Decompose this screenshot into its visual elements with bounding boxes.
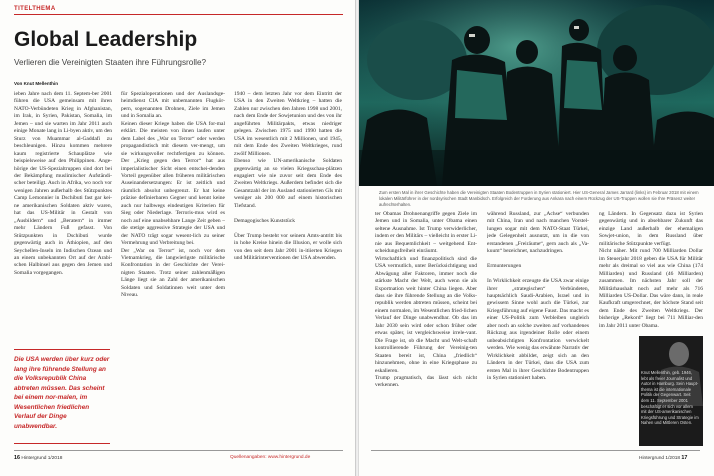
section-label: TITELTHEMA (14, 6, 56, 12)
section-rule (14, 14, 343, 15)
article-column-5: während Russland, zur „Achse“ verbunden mit China, Iran und nach manchen Vorstel-lungen sogar mit dem NATO-Staat Türkei, jede Gelegenheit ausnutzt, um in die von erstandenen „Freiräume“, gern auch als „Va-kuum“ bezeichnet, nachzudringen. Ermunterungen In Wirklichkeit erzeugte die USA zwar einige ihrer „strategischen“ Verbündeten, hauptsächlich Saudi-Arabien, Israel und in gewissem Sinne wohl auch die Türkei, zur Kriegsführung auf eigene Faust. Das macht es einer US-Politik zum Verbleiben ungleich aber noch an solche zweiten auf vorhandenes Rückzug aus irgendeiner Rolle oder einem unbeabsichtigten Konfrontation verwickelt werden. Wie wenig das erwähnte Narrativ der Wirklichkeit abbildet, zeigt sich an den Ländern in der Türkei, dass die USA zum ersten Mal in ihrer Geschichte Bodentruppen in Syrien stationiert haben. (487, 211, 589, 381)
article-column-2: für Spezialoperationen und der Auslandsge-heimdienst CIA mit unbemannten Flugkör-pern, sogenannten Drohnen, Ziele im Jemen und in Somalia an. Keinen dieser Kriege haben die USA for-mal erklärt. Die meisten von ihnen laufen unter dem Label des „War on Terror“ oder werden propagandistisch mit diesem ver-mengt, um sie wirkungsvoller rechtfertigen zu können. Der „Krieg gegen den Terror“ hat aus imperialistischer Sicht einen entschei-denden Vorteil gegenüber allen früheren militärischen Auseinandersetzungen: Er ist zeitlich und räumlich absolut unbegrenzt. Er hat keine präzise definierbaren Gegner und kennt keine auch nur halbwegs eindeutigen Kriterien für Sieg oder Niederlage. Terroris-mus wird es noch auf eine unabsehbare Lange Zeit geben – die stetige aggressive Strategie der USA und der NATO trägt sogar wesent-lich zu seiner Vermehrung und Verbreitung bei. Der „War on Terror“ ist, noch vor dem Vietnamkrieg, die langwierigste militärische Konfrontation in der Geschichte der Verei-nigten Staaten. Trotz seiner zahlenmäßigen Länge liegt sie an Zahl der amerikanischen Soldaten und Soldatinnen weit unter dem Niveau. (121, 91, 225, 299)
issue-left: Hintergrund 1/2018 (21, 456, 63, 461)
right-page (357, 0, 714, 476)
spine-gutter (355, 0, 359, 476)
page-number-right: 17 (681, 455, 688, 461)
issue-right: Hintergrund 1/2018 (639, 456, 681, 461)
footer-rule-right (371, 450, 700, 451)
byline: Von Knut Mellenthin (14, 81, 59, 86)
author-bio: Knut Mellenthin, geb. 1946, lebt als freier Journalist und Autor in Hamburg. Sein Haupt-thema ist die internationale Politik der Gegenwart. Seit dem 11. September 2001 beschäftigt er sich vor allem mit der US-amerikanischen Kriegsführung und Strategie im Nahen und Mittleren Osten. (641, 370, 699, 426)
article-column-1: ieben Jahre nach dem 11. Septem-ber 2001 führen die USA gemeinsam mit ihren NATO-Verbündeten Krieg in Afghanistan, im Irak, in Syrien, Pakistan, Somalia, im Jemen – und sie warten im Jahr 2011 auch einige Monate lang in Li-byen aktiv, um den Sturz von Muammar al-Gaddafi zu beschleunigen. Hinzu kommen mehrere kaum registrierte Schauplätze wie beispielsweise auf den Philippinen. Ange-hörige der US-Spezialtruppen sind dort bei der Bekämpfung muslimischer Aufständi-scher beteiligt. Auch in Afrika, wo noch vor wenigen Jahren außerhalb des Stützpunktes Camp Lemonnier in Dschibuti fast gar kei-ne amerikanischen Soldaten aktiv waren, hat das US-Militär in Gestalt von „Ausbildern“ und „Beratern“ in immer mehr Ländern Fuß gefasst. Von Stützpunkten in Dschibuti wurde gegenwärtig auch in Äthiopien, auf den Seychellen-Inseln im Indischen Ozean und an einem unbekannten Ort auf der Arabi-schen Halbinsel aus gegen den Jemen und Somalia vorgegangen. (14, 91, 112, 276)
folio-left (14, 455, 62, 461)
footer-rule-left (14, 450, 343, 451)
pullquote-rule-bottom (14, 443, 110, 444)
subline: Verlieren die Vereinigten Staaten ihre Führungsrolle? (14, 58, 207, 67)
folio-right (639, 455, 687, 461)
headline: Global Leadership (14, 28, 198, 51)
soldiers-photo-illustration (357, 0, 714, 186)
sources-link[interactable]: Quellenangaben: www.hintergrund.de (230, 455, 311, 460)
article-column-3: 1940 – dem letzten Jahr vor dem Eintritt der USA in den Zweiten Weltkrieg – hatten die Zahlen nur zwischen den Jahren 1998 und 2001, nach dem Ende der Sowjetunion und des von ihr angeführten Militärpakts, etwas niedriger gelegen. Zwischen 1975 und 1990 hatten die USA im wesentlich mit 2 Millionen, und 1945, mit dem Ende des Zweiten Weltkrieges, rund zwölf Millionen. Ebenso wie UN-amerikanische Soldaten gegenwärtig an so vielen Kriegsschau-plätzen engagiert wie nie zuvor seit dem Ende des Zweiten Weltkriegs. Außerdem befindet sich die Gesamtzahl der im Ausland stationierten GIs mit weniger als 200 000 auf einem historischen Tiefstand. Demagogisches Kunststück Über Trump besteht vor seinem Amts-antritt bis in hohe Kreise hinein die Illusion, er wolle sich von den seit dem Jahr 2001 in-itiierten Kriegen und Militärinterventionen der USA abwenden. (234, 91, 342, 261)
photo-caption: Zum ersten Mal in ihrer Geschichte haben die Vereinigten Staaten Bodentruppen in Syrien stationiert. Hier US-General James Jarrard (links) im Februar 2018 mit einem lokalen Militärführer in der nordsyrischen Stadt Manbidsch. Erfolgreich der Forderung aus Ankara nach einem Rückzug der US-Truppen wollen sie Ihre Präsenz weiter aufrechterhalten. (379, 190, 699, 207)
pullquote-rule-top (14, 349, 110, 350)
pullquote: Die USA werden über kurz oder lang ihre führende Stellung an die Volksrepublik China abtreten müssen. Das scheint bei einem nor-malen, im Wesentlichen friedlichen Verlauf der Dinge unabwendbar. (14, 356, 110, 430)
page-number-left: 16 (14, 455, 20, 461)
lead-photo (357, 0, 714, 186)
article-column-4: ter Obamas Drohnenangriffe gegen Ziele im Jemen und in Somalia, unter Obama einen seltene Ausnahme. Ist Trump verwiderlicher, indem er den Militärs – vielleicht in erster Li-nie aus Bequemlichkeit – weitgehend Ent-scheidungsfreiheit einräumt. Wirtschaftlich und finanzpolitisch sind die USA vermutlich, unter Berücksichtigung und Abwägung aller Faktoren, immer noch die stärkste Macht der Welt, auch wenn sie als Exportnation weit hinter China liegen. Aber dass sie ihre führende Stellung an die Volks-republik werden abtreten müssen, scheint bei einem normalen, im Wesentlichen fried-lichen Verlauf der Dinge unabwendbar. Ob das im Jahr 2030 sein wird oder schon früher oder etwas später, ist vergleichsweise irrele-vant. Die Frage ist, ob die Macht und Welt-schaft kontrollierende Führung der Vereinig-ten Staaten bereit ist, China „friedlich“ hinzunehmen, ohne in eine Kriegsphase zu eskalieren. Trump pragmatisch, das lässt sich nicht verkennen. (375, 211, 477, 389)
article-column-6: ng Ländern. In Gegensatz dazu ist Syrien gegenwärtig und in absehbarer Zukunft das einzige Land außerhalb der ehemaligen Sowjet-union, in dem Russland über militärische Stützpunkte verfügt. Nicht näher. Mit rund 700 Milliarden Dollar im Steuerjahr 2018 geben die USA für Militär mehr als dreimal so viel aus wie China (174 Milliarden) und Russland (46 Milliarden) zusammen. Im nächsten Jahr soll der Militärhaushalt noch auf mehr als 716 Milliarden US-Dollar. Das wäre dann, in reale Kaufkraft umgerechnet, der höchste Stand seit dem Ende des Zweiten Weltkriegs. Der bisherige „Rekord“ liegt bei 711 Milliar-den im Jahr 2011 unter Obama. (599, 211, 703, 329)
